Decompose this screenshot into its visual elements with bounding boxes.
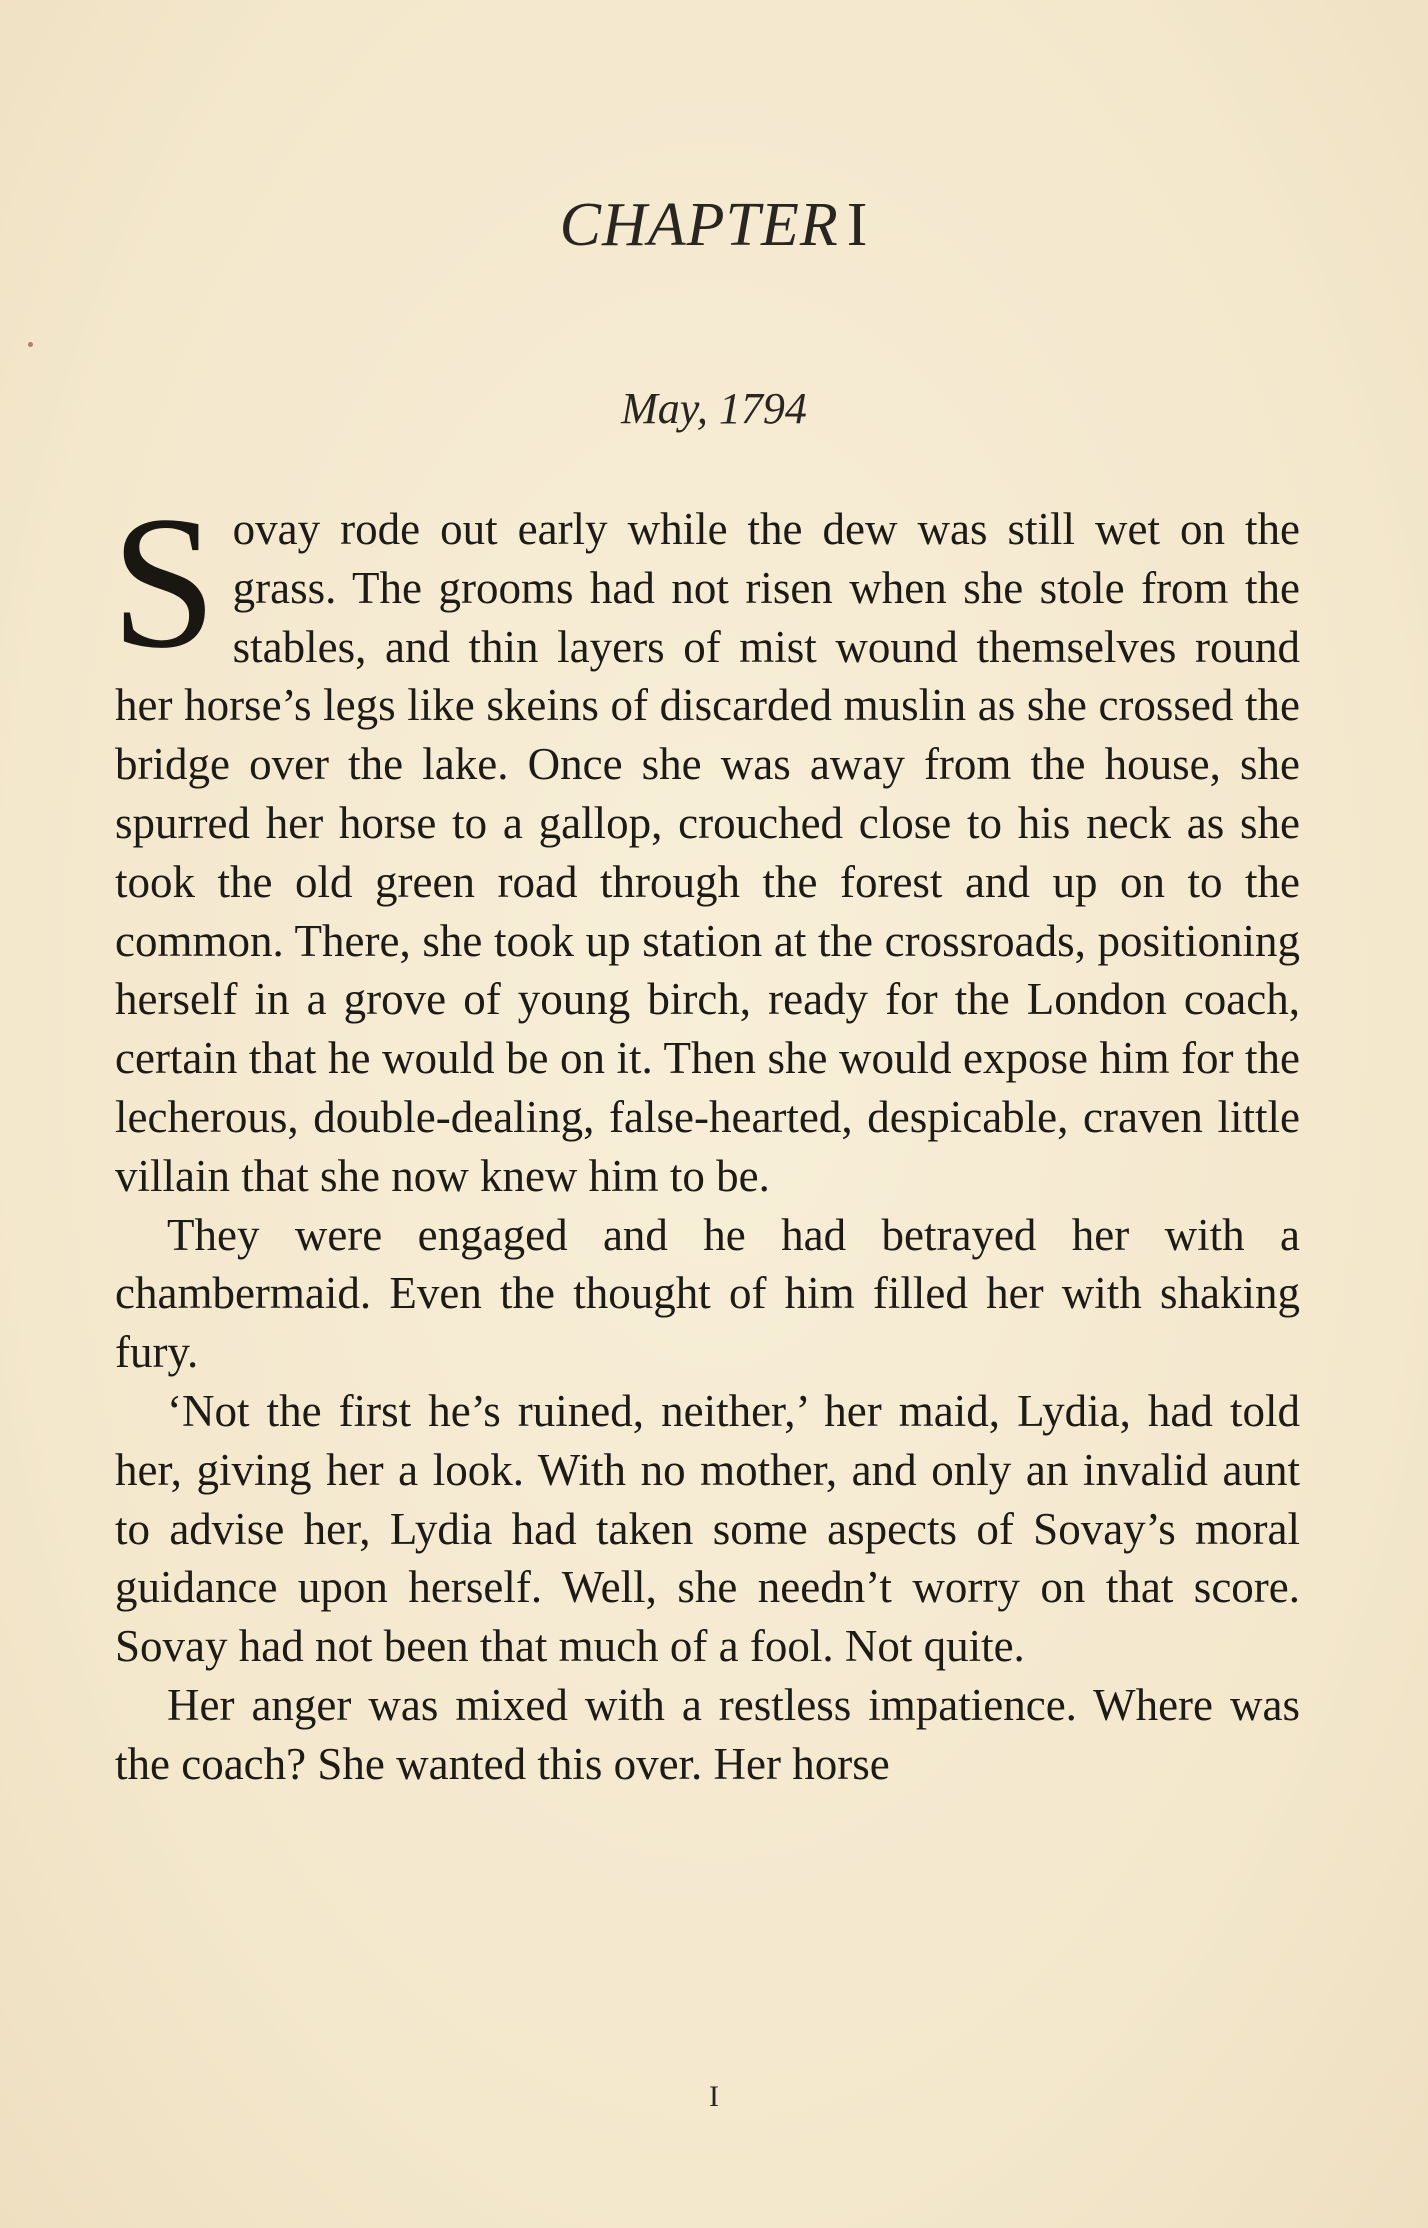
- chapter-date: May, 1794: [621, 384, 807, 433]
- chapter-body: [111, 478, 1300, 1794]
- drop-cap: S: [111, 478, 217, 688]
- paragraph-4: Her anger was mixed with a restless impatience. Where was the coach? She wanted this over. Her horse: [115, 1679, 1300, 1789]
- page-number: I: [709, 2080, 719, 2113]
- chapter-number: I: [846, 191, 869, 259]
- page-speck: [28, 342, 33, 347]
- paragraph-3: ‘Not the first he’s ruined, neither,’ her maid, Lydia, had told her, giving her a look. With no mother, and only an invalid aunt to advise her, Lydia had taken some aspects of Sovay’s moral guidance upon herself. Well, she needn’t worry on that score. Sovay had not been that much of a fool. Not quite.: [115, 1385, 1300, 1672]
- paragraph-2: They were engaged and he had betrayed her with a chambermaid. Even the thought of him filled her with shaking fury.: [115, 1209, 1300, 1378]
- paragraph-1-text: ovay rode out early while the dew was still wet on the grass. The grooms had not risen when she stole from the stables, and thin layers of mist wound themselves round her horse’s legs like skeins of discarded muslin as she crossed the bridge over the lake. Once she was away from the house, she spurred her horse to a gallop, crouched close to his neck as she took the old green road through the forest and up on to the common. There, she took up station at the crossroads, positioning herself in a grove of young birch, ready for the London coach, certain that he would be on it. Then she would expose him for the lecherous, double-dealing, false-hearted, despicable, craven little villain that she now knew him to be.: [115, 504, 1300, 1201]
- paragraph-1: [111, 478, 1300, 1206]
- chapter-heading: [0, 190, 1428, 261]
- chapter-label: CHAPTER: [559, 191, 839, 259]
